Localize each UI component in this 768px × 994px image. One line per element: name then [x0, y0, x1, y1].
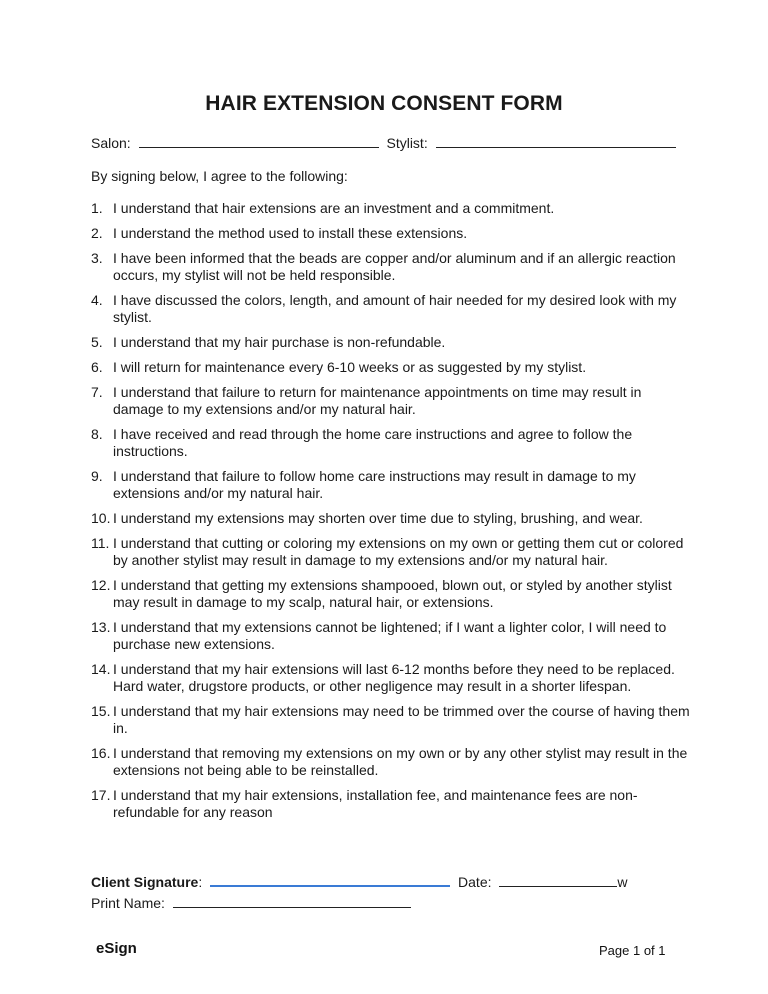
list-item: 14. I understand that my hair extensions will last 6-12 months before they need to be replaced. Hard water, drugstore products, or other negligence may result in a shorter lifespan.: [91, 661, 675, 694]
list-item: 5. I understand that my hair purchase is non-refundable.: [91, 334, 446, 350]
list-item: 6. I will return for maintenance every 6-10 weeks or as suggested by my stylist.: [91, 359, 587, 375]
list-item: 11. I understand that cutting or coloring my extensions on my own or getting them cut or colored by another stylist may result in damage to my extensions and/or my natural hair.: [91, 535, 684, 568]
date-suffix: w: [617, 874, 628, 890]
print-name-field[interactable]: [173, 893, 411, 908]
signature-row: [91, 871, 628, 890]
list-item: 16. I understand that removing my extensions on my own or by any other stylist may result in the extensions not being able to be reinstalled.: [91, 745, 688, 778]
salon-label: Salon:: [91, 135, 131, 151]
list-item: 12. I understand that getting my extensions shampooed, blown out, or styled by another stylist may result in damage to my scalp, natural hair, or extensions.: [91, 577, 672, 610]
page-number: Page 1 of 1: [599, 943, 666, 958]
list-item: 3. I have been informed that the beads are copper and/or aluminum and if an allergic reaction occurs, my stylist will not be held responsible.: [91, 250, 676, 283]
list-item: 15. I understand that my hair extensions may need to be trimmed over the course of having them in.: [91, 703, 690, 736]
client-signature-label: Client Signature: [91, 874, 199, 890]
list-item: 2. I understand the method used to install these extensions.: [91, 225, 468, 241]
date-field[interactable]: [499, 872, 617, 887]
list-item: 9. I understand that failure to follow home care instructions may result in damage to my extensions and/or my natural hair.: [91, 468, 636, 501]
salon-field[interactable]: [139, 133, 379, 148]
salon-stylist-row: [91, 133, 676, 151]
list-item: 17. I understand that my hair extensions, installation fee, and maintenance fees are non-refundable for any reason: [91, 787, 638, 820]
print-name-row: [91, 893, 411, 911]
list-item: 7. I understand that failure to return for maintenance appointments on time may result in damage to my extensions and/or my natural hair.: [91, 384, 642, 417]
document-title: HAIR EXTENSION CONSENT FORM: [205, 92, 563, 115]
list-item: 1. I understand that hair extensions are an investment and a commitment.: [91, 200, 555, 216]
list-item: 10. I understand my extensions may shorten over time due to styling, brushing, and wear.: [91, 510, 643, 526]
date-label: Date:: [458, 874, 492, 890]
client-signature-colon: :: [198, 874, 203, 890]
esign-logo: eSign: [96, 940, 137, 957]
client-signature-field[interactable]: [210, 871, 450, 887]
list-item: 4. I have discussed the colors, length, and amount of hair needed for my desired look with my stylist.: [91, 292, 677, 325]
stylist-field[interactable]: [436, 133, 676, 148]
intro-text: By signing below, I agree to the following:: [91, 168, 348, 184]
list-item: 8. I have received and read through the home care instructions and agree to follow the instructions.: [91, 426, 633, 459]
print-name-label: Print Name:: [91, 895, 165, 911]
consent-list: [91, 200, 691, 821]
list-item: 13. I understand that my extensions cannot be lightened; if I want a lighter color, I will need to purchase new extensions.: [91, 619, 667, 652]
stylist-label: Stylist:: [386, 135, 428, 151]
